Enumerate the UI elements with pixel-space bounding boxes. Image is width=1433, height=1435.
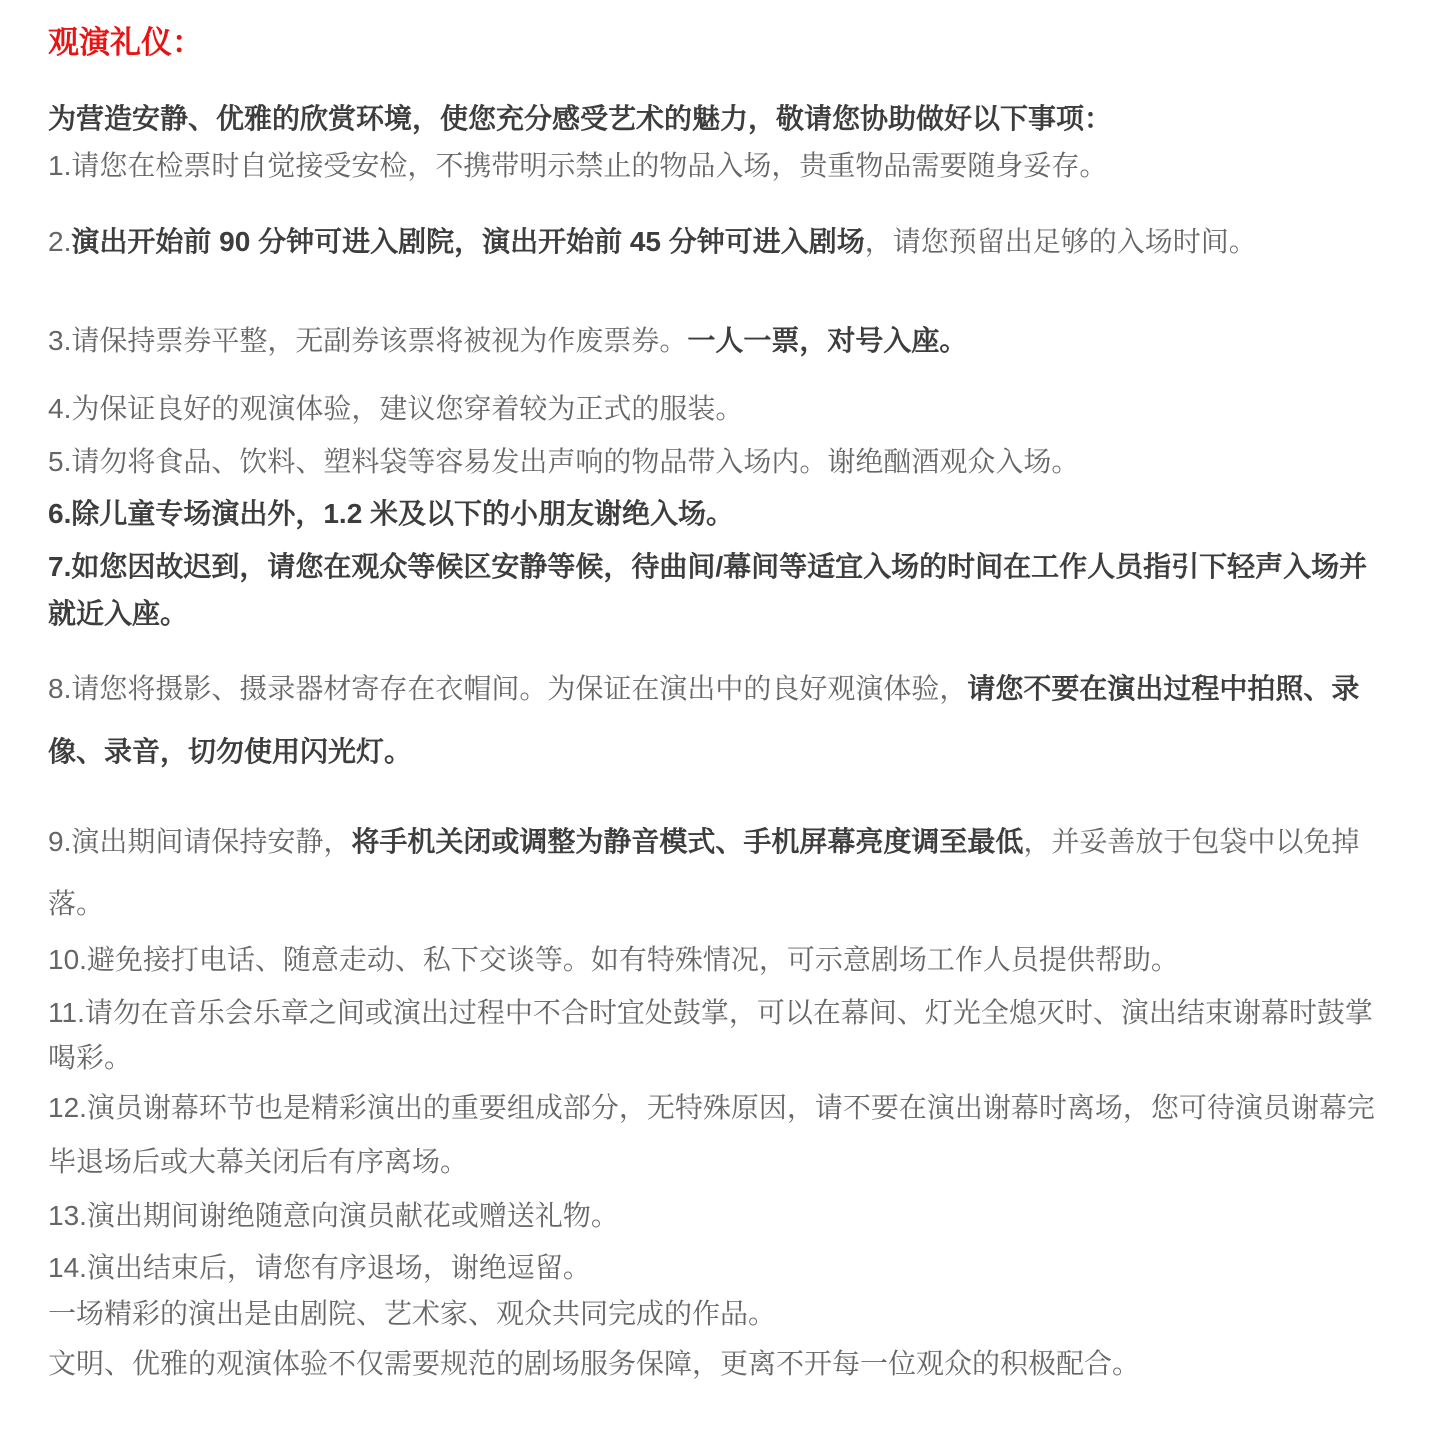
paragraph-item-7 (48, 543, 1385, 637)
paragraph-item-11 (48, 990, 1385, 1080)
paragraph-item-2 (48, 225, 1385, 258)
body-text: ，并妥善放于包袋中以免掉落。 (48, 826, 1360, 919)
emphasis-text: 请您不要在演出过程中拍照、录像、录音，切勿使用闪光灯。 (48, 673, 1360, 767)
paragraph-item-6 (48, 497, 1385, 530)
paragraph-closing-1 (48, 1297, 1385, 1330)
paragraph-item-1 (48, 149, 1385, 182)
body-text: 4.为保证良好的观演体验，建议您穿着较为正式的服装。 (48, 393, 744, 424)
body-text: 一场精彩的演出是由剧院、艺术家、观众共同完成的作品。 (48, 1298, 777, 1329)
paragraph-item-13 (48, 1199, 1385, 1232)
paragraph-item-14 (48, 1251, 1385, 1284)
body-text: 11.请勿在音乐会乐章之间或演出过程中不合时宜处鼓掌，可以在幕间、灯光全熄灭时、演出结束谢幕时鼓掌喝彩。 (48, 997, 1373, 1073)
paragraph-item-10 (48, 943, 1385, 976)
body-text: 3.请保持票券平整，无副券该票将被视为作废票券。 (48, 325, 688, 356)
paragraph-intro (48, 102, 1385, 135)
page-title: 观演礼仪： (48, 25, 203, 60)
emphasis-text: 将手机关闭或调整为静音模式、手机屏幕亮度调至最低 (351, 826, 1024, 857)
body-text: 8.请您将摄影、摄录器材寄存在衣帽间。为保证在演出中的良好观演体验， (48, 673, 968, 704)
body-text: 5.请勿将食品、饮料、塑料袋等容易发出声响的物品带入场内。谢绝酗酒观众入场。 (48, 446, 1080, 477)
emphasis-text: 演出开始前 90 分钟可进入剧院，演出开始前 45 分钟可进入剧场 (71, 226, 865, 257)
paragraph-item-9 (48, 811, 1385, 935)
paragraph-item-8 (48, 657, 1385, 783)
paragraph-item-3 (48, 324, 1385, 357)
body-text: ，请您预留出足够的入场时间。 (864, 226, 1257, 257)
emphasis-text: 一人一票，对号入座。 (687, 325, 968, 356)
paragraph-item-12 (48, 1081, 1385, 1189)
body-text: 1.请您在检票时自觉接受安检，不携带明示禁止的物品入场，贵重物品需要随身妥存。 (48, 150, 1108, 181)
paragraph-closing-2 (48, 1347, 1385, 1380)
body-text: 10.避免接打电话、随意走动、私下交谈等。如有特殊情况，可示意剧场工作人员提供帮助。 (48, 944, 1179, 975)
body-text: 14.演出结束后，请您有序退场，谢绝逗留。 (48, 1252, 591, 1283)
body-text: 13.演出期间谢绝随意向演员献花或赠送礼物。 (48, 1200, 619, 1231)
emphasis-text: 为营造安静、优雅的欣赏环境，使您充分感受艺术的魅力，敬请您协助做好以下事项： (48, 103, 1113, 134)
emphasis-text: 6.除儿童专场演出外，1.2 米及以下的小朋友谢绝入场。 (48, 498, 735, 529)
body-text: 12.演员谢幕环节也是精彩演出的重要组成部分，无特殊原因，请不要在演出谢幕时离场，您可待演员谢幕完毕退场后或大幕关闭后有序离场。 (48, 1092, 1375, 1177)
paragraph-item-5 (48, 445, 1385, 478)
etiquette-notice (48, 24, 1385, 1380)
body-text: 9.演出期间请保持安静， (48, 826, 352, 857)
body-text: 文明、优雅的观演体验不仅需要规范的剧场服务保障，更离不开每一位观众的积极配合。 (48, 1348, 1141, 1379)
paragraph-item-4 (48, 392, 1385, 425)
body-text: 2. (48, 226, 72, 257)
emphasis-text: 7.如您因故迟到，请您在观众等候区安静等候，待曲间/幕间等适宜入场的时间在工作人员指引下轻声入场并就近入座。 (48, 551, 1368, 629)
